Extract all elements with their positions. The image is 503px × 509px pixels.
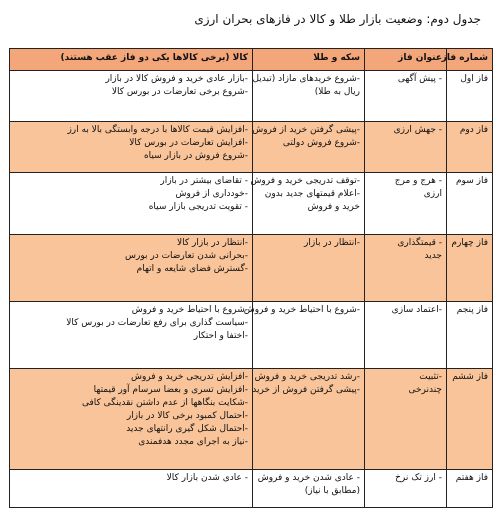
line: - عادی شدن بازار کالا [166, 473, 248, 483]
line: -تثبیت [419, 372, 442, 382]
line: -افزایش تدریجی خرید و فروش [130, 372, 248, 382]
cell-coin [253, 369, 365, 470]
cell-name [365, 71, 447, 122]
line: -انتظار در بازار [304, 238, 360, 248]
line: -انتظار در بازار کالا [177, 238, 248, 248]
line: -افزایش تسری و بعضا سرسام آور قیمتها [93, 385, 248, 395]
line: فاز پنجم [456, 305, 488, 315]
table-body [10, 71, 493, 508]
line: چندنرخی [408, 385, 442, 395]
cell-goods [10, 122, 253, 173]
line: -احتمال کمبود برخی کالا در بازار [126, 411, 248, 421]
line: -خودداری از فروش [175, 189, 248, 199]
cell-phase [447, 369, 493, 470]
line: -توقف تدریجی خرید و فروش [250, 176, 360, 186]
cell-phase [447, 71, 493, 122]
cell-phase [447, 235, 493, 302]
cell-coin [253, 122, 365, 173]
cell-coin [253, 470, 365, 508]
line: -رشد تدریجی خرید و فروش [254, 372, 360, 382]
line: فاز ششم [452, 372, 488, 382]
line: -سیاست گذاری برای رفع تعارضات در بورس کالا [66, 318, 248, 328]
line: فاز اول [460, 74, 488, 84]
cell-goods [10, 235, 253, 302]
line: -احتمال شکل گیری رانتهای جدید [126, 424, 248, 434]
line: -اعلام قیمتهای جدید بدون [264, 189, 360, 199]
cell-goods [10, 173, 253, 235]
line: -افزایش تعارضات در بورس کالا [129, 138, 248, 148]
cell-goods [10, 369, 253, 470]
line: فاز دوم [459, 125, 488, 135]
header-phase-title: عنوان فاز [365, 49, 447, 71]
table-row [10, 235, 493, 302]
table-row [10, 122, 493, 173]
line: -اختفا و احتکار [193, 331, 248, 341]
cell-coin [243, 302, 365, 369]
line: -شروع فروش دولتی [282, 138, 360, 148]
line: خرید و فروش [307, 202, 360, 212]
cell-name [365, 302, 447, 369]
line: -پیشی گرفتن خرید از فروش [252, 125, 360, 135]
line: -بازار عادی خرید و فروش کالا در بازار [105, 74, 248, 84]
line: - تقویت تدریجی بازار سیاه [148, 202, 248, 212]
line: -شکایت بنگاهها از عدم داشتن نقدینگی کافی [81, 398, 248, 408]
line: -شروع با احتیاط خرید و فروش [131, 305, 248, 315]
line: - ارز تک نرخ [395, 473, 442, 483]
line: - عادی شدن خرید و فروش [257, 473, 360, 483]
cell-coin [253, 71, 365, 122]
header-phase-number: شماره فاز [447, 49, 493, 71]
cell-coin [253, 235, 365, 302]
cell-phase [447, 173, 493, 235]
line: -پیشی گرفتن فروش از خرید [252, 385, 360, 395]
document-title: جدول دوم: وضعیت بازار طلا و کالا در فازهای بحران ارزی [194, 12, 481, 26]
line: ارزی [423, 189, 442, 199]
cell-goods [10, 302, 253, 369]
cell-name [365, 369, 447, 470]
cell-coin [250, 173, 365, 235]
line: -اعتماد سازی [391, 305, 442, 315]
cell-goods [10, 71, 253, 122]
crisis-phases-table [9, 48, 493, 508]
cell-name [365, 122, 447, 173]
cell-name [365, 173, 447, 235]
line: جدید [424, 251, 442, 261]
line: -بحرانی شدن تعارضات در بورس [125, 251, 248, 261]
cell-phase [447, 302, 493, 369]
table-row [10, 71, 493, 122]
cell-name [365, 235, 447, 302]
line: -نیاز به اجرای مجدد هدفمندی [138, 437, 248, 447]
line: -گسترش فضای شایعه و اتهام [136, 264, 248, 274]
line: (مطابق با نیاز) [304, 486, 360, 496]
line: - جهش ارزی [393, 125, 442, 135]
line: -شروع برخی تعارضات در بورس کالا [111, 87, 248, 97]
line: - پیش آگهی [397, 74, 442, 84]
line: -شروع خریدهای مازاد (تبدیل [252, 74, 360, 84]
line: فاز سوم [455, 176, 488, 186]
line: فاز چهارم [451, 238, 488, 248]
header-coin-gold: سکه و طلا [253, 49, 365, 71]
table-row [10, 369, 493, 470]
table-row [10, 302, 493, 369]
header-goods: کالا (برخی کالاها یکی دو فاز عقب هستند) [10, 49, 253, 71]
table-row [10, 173, 493, 235]
line: - قیمتگذاری [397, 238, 442, 248]
line: -شروع فروش در بازار سیاه [143, 151, 248, 161]
cell-goods [10, 470, 253, 508]
cell-phase [447, 470, 493, 508]
cell-name [365, 470, 447, 508]
table-row [10, 470, 493, 508]
line: -شروع با احتیاط خرید و فروش [243, 305, 360, 315]
cell-phase [447, 122, 493, 173]
line: - هرج و مرج [394, 176, 442, 186]
line: - تقاضای بیشتر در بازار [160, 176, 248, 186]
table-header-row [10, 49, 493, 71]
line: ریال به طلا) [314, 87, 360, 97]
line: فاز هفتم [455, 473, 488, 483]
line: -افزایش قیمت کالاها با درجه وابستگی بالا به ارز [67, 125, 248, 135]
